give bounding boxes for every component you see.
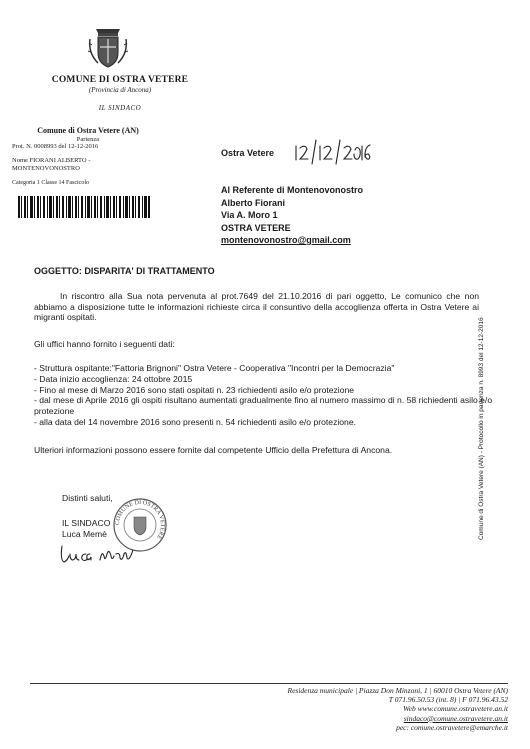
signature-block: [62, 518, 110, 540]
recipient-name: Alberto Fiorani: [221, 197, 286, 208]
signatory-name: Luca Memè: [62, 529, 107, 539]
stamp-direction: Partenza: [76, 136, 100, 143]
stamp-nome-line1: Nome FIORANI ALBERTO -: [12, 157, 91, 164]
coat-of-arms-icon: [86, 25, 130, 71]
letterhead-office: IL SINDACO: [98, 104, 142, 112]
stamp-nome: [12, 157, 142, 173]
stamp-title: Comune di Ostra Vetere (AN): [37, 126, 139, 135]
recipient-email[interactable]: montenovonostro@gmail.com: [221, 235, 351, 245]
body-paragraph-2: Gli uffici hanno fornito i seguenti dati:: [34, 339, 175, 349]
recipient-street: Via A. Moro 1: [221, 210, 278, 220]
footer-phone: T 071.96.50.53 (int. 8) | F 071.96.43.52: [388, 695, 508, 705]
footer-email[interactable]: sindaco@comune.ostravetere.an.it: [403, 713, 508, 723]
footer-divider: [30, 683, 508, 684]
handwritten-date: [292, 138, 372, 166]
data-list: [34, 363, 494, 428]
stamp-protocol-number: Prot. N. 0008993 del 12-12-2016: [12, 143, 99, 150]
vertical-protocol-note: Comune di Ostra Vetere (AN) - Protocollo in partenza n. 8993 del 12-12-2016: [478, 317, 485, 540]
closing-salutation: Distinti saluti,: [62, 493, 113, 503]
footer-web[interactable]: Web www.comune.ostravetere.an.it: [403, 704, 508, 714]
recipient-line1: Al Referente di Montenovonostro: [221, 185, 364, 195]
recipient-city: OSTRA VETERE: [221, 222, 291, 233]
seal-text: COMUNE DI OSTRA VETERE: [114, 499, 166, 540]
handwritten-signature: [58, 540, 148, 568]
list-item: - Data inizio accoglienza: 24 ottobre 2015: [34, 373, 193, 384]
signatory-role: IL SINDACO: [62, 518, 111, 528]
footer: [108, 686, 508, 732]
list-item: - Fino al mese di Marzo 2016 sono stati ospitati n. 23 richiedenti asilo e/o protezione: [34, 384, 355, 395]
barcode: [18, 196, 150, 218]
list-item: - dal mese di Aprile 2016 gli ospiti risultano aumentati gradualmente fino al numero massimo di n. 58 richiedenti asilo e/o protezione: [34, 395, 493, 417]
footer-address: Residenza municipale | Piazza Don Minzoni, 1 | 60010 Ostra Vetere (AN): [287, 686, 508, 695]
list-item: - Struttura ospitante:"Fattoria Brignoni" Ostra Vetere - Cooperativa "Incontri per la Democrazia": [34, 363, 395, 373]
footer-pec[interactable]: pec: comune.ostravetere@emarche.it: [396, 722, 508, 732]
recipient-block: [221, 184, 363, 247]
letterhead-provincia: (Provincia di Ancona): [88, 86, 152, 94]
body-paragraph-1: In riscontro alla Sua nota pervenuta al prot.7649 del 21.10.2016 di pari oggetto, Le comunico che non abbiamo a disposizione tutte le informazioni richieste circa il consuntivo della accoglienza offerta in Ostra Vetere ai migranti ospitati.: [34, 291, 479, 322]
place: Ostra Vetere: [221, 148, 275, 158]
stamp-categoria: Categoria 1 Classe 14 Fascicolo: [12, 180, 89, 186]
body-paragraph-3: Ulteriori informazioni possono essere fornite dal competente Ufficio della Prefettura di Ancona.: [34, 445, 393, 455]
list-item: - alla data del 14 novembre 2016 sono presenti n. 54 richiedenti asilo e/o protezione.: [34, 416, 356, 427]
letterhead-comune: COMUNE DI OSTRA VETERE: [51, 75, 189, 85]
stamp-nome-line2: MONTENOVONOSTRO: [12, 165, 80, 172]
subject-line: OGGETTO: DISPARITA' DI TRATTAMENTO: [34, 266, 215, 276]
